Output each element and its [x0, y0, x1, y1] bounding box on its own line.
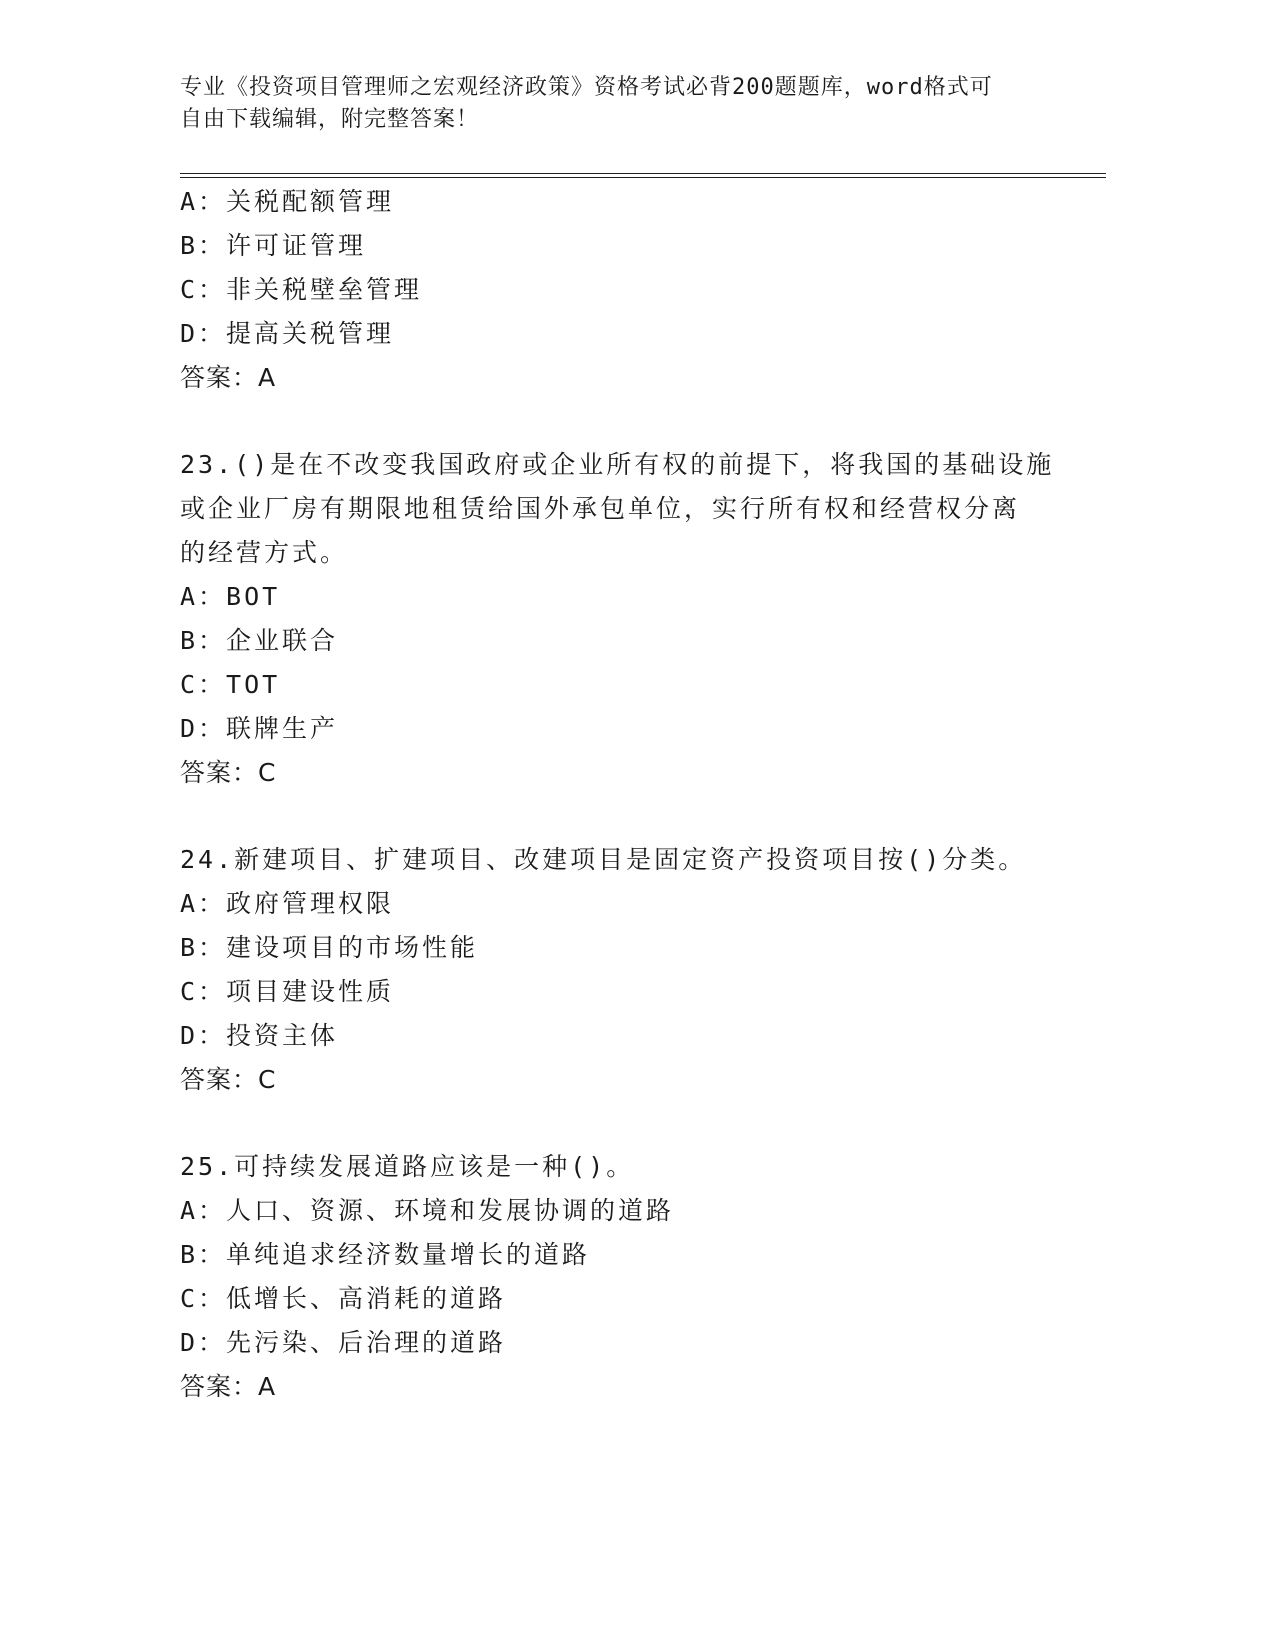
header-line-1: 专业《投资项目管理师之宏观经济政策》资格考试必背200题题库，word格式可	[180, 75, 993, 100]
question-text	[180, 443, 1055, 575]
header-divider	[180, 173, 1106, 178]
answer: 答案：C	[180, 1065, 277, 1094]
question-text-line: 的经营方式。	[180, 538, 349, 567]
option-b: B：企业联合	[180, 626, 339, 655]
question-text	[180, 838, 1030, 882]
question-text	[180, 1145, 1030, 1189]
option-a: A：BOT	[180, 582, 281, 611]
question-22	[180, 180, 1060, 400]
option-c: C：非关税壁垒管理	[180, 275, 423, 304]
question-24	[180, 838, 1060, 1102]
document-header	[180, 72, 1040, 136]
header-line-2: 自由下载编辑，附完整答案！	[180, 107, 480, 132]
option-a: A：人口、资源、环境和发展协调的道路	[180, 1196, 675, 1225]
question-text-line: 25.可持续发展道路应该是一种()。	[180, 1152, 635, 1181]
spacer	[180, 795, 1060, 838]
spacer	[180, 400, 1060, 443]
spacer	[180, 1102, 1060, 1145]
question-list	[180, 180, 1060, 1409]
option-d: D：投资主体	[180, 1021, 339, 1050]
option-c: C：低增长、高消耗的道路	[180, 1284, 507, 1313]
option-b: B：单纯追求经济数量增长的道路	[180, 1240, 591, 1269]
answer: 答案：A	[180, 1372, 277, 1401]
option-d: D：联牌生产	[180, 714, 339, 743]
option-b: B：建设项目的市场性能	[180, 933, 479, 962]
option-a: A：政府管理权限	[180, 889, 395, 918]
question-text-line: 或企业厂房有期限地租赁给国外承包单位，实行所有权和经营权分离	[180, 494, 1021, 523]
option-d: D：先污染、后治理的道路	[180, 1328, 507, 1357]
answer: 答案：C	[180, 758, 277, 787]
option-b: B：许可证管理	[180, 231, 367, 260]
question-23	[180, 443, 1060, 795]
question-text-line: 24.新建项目、扩建项目、改建项目是固定资产投资项目按()分类。	[180, 845, 1027, 874]
option-a: A：关税配额管理	[180, 187, 395, 216]
question-25	[180, 1145, 1060, 1409]
answer: 答案：A	[180, 363, 277, 392]
option-c: C：TOT	[180, 670, 281, 699]
option-c: C：项目建设性质	[180, 977, 395, 1006]
question-text-line: 23.()是在不改变我国政府或企业所有权的前提下，将我国的基础设施	[180, 450, 1055, 479]
option-d: D：提高关税管理	[180, 319, 395, 348]
